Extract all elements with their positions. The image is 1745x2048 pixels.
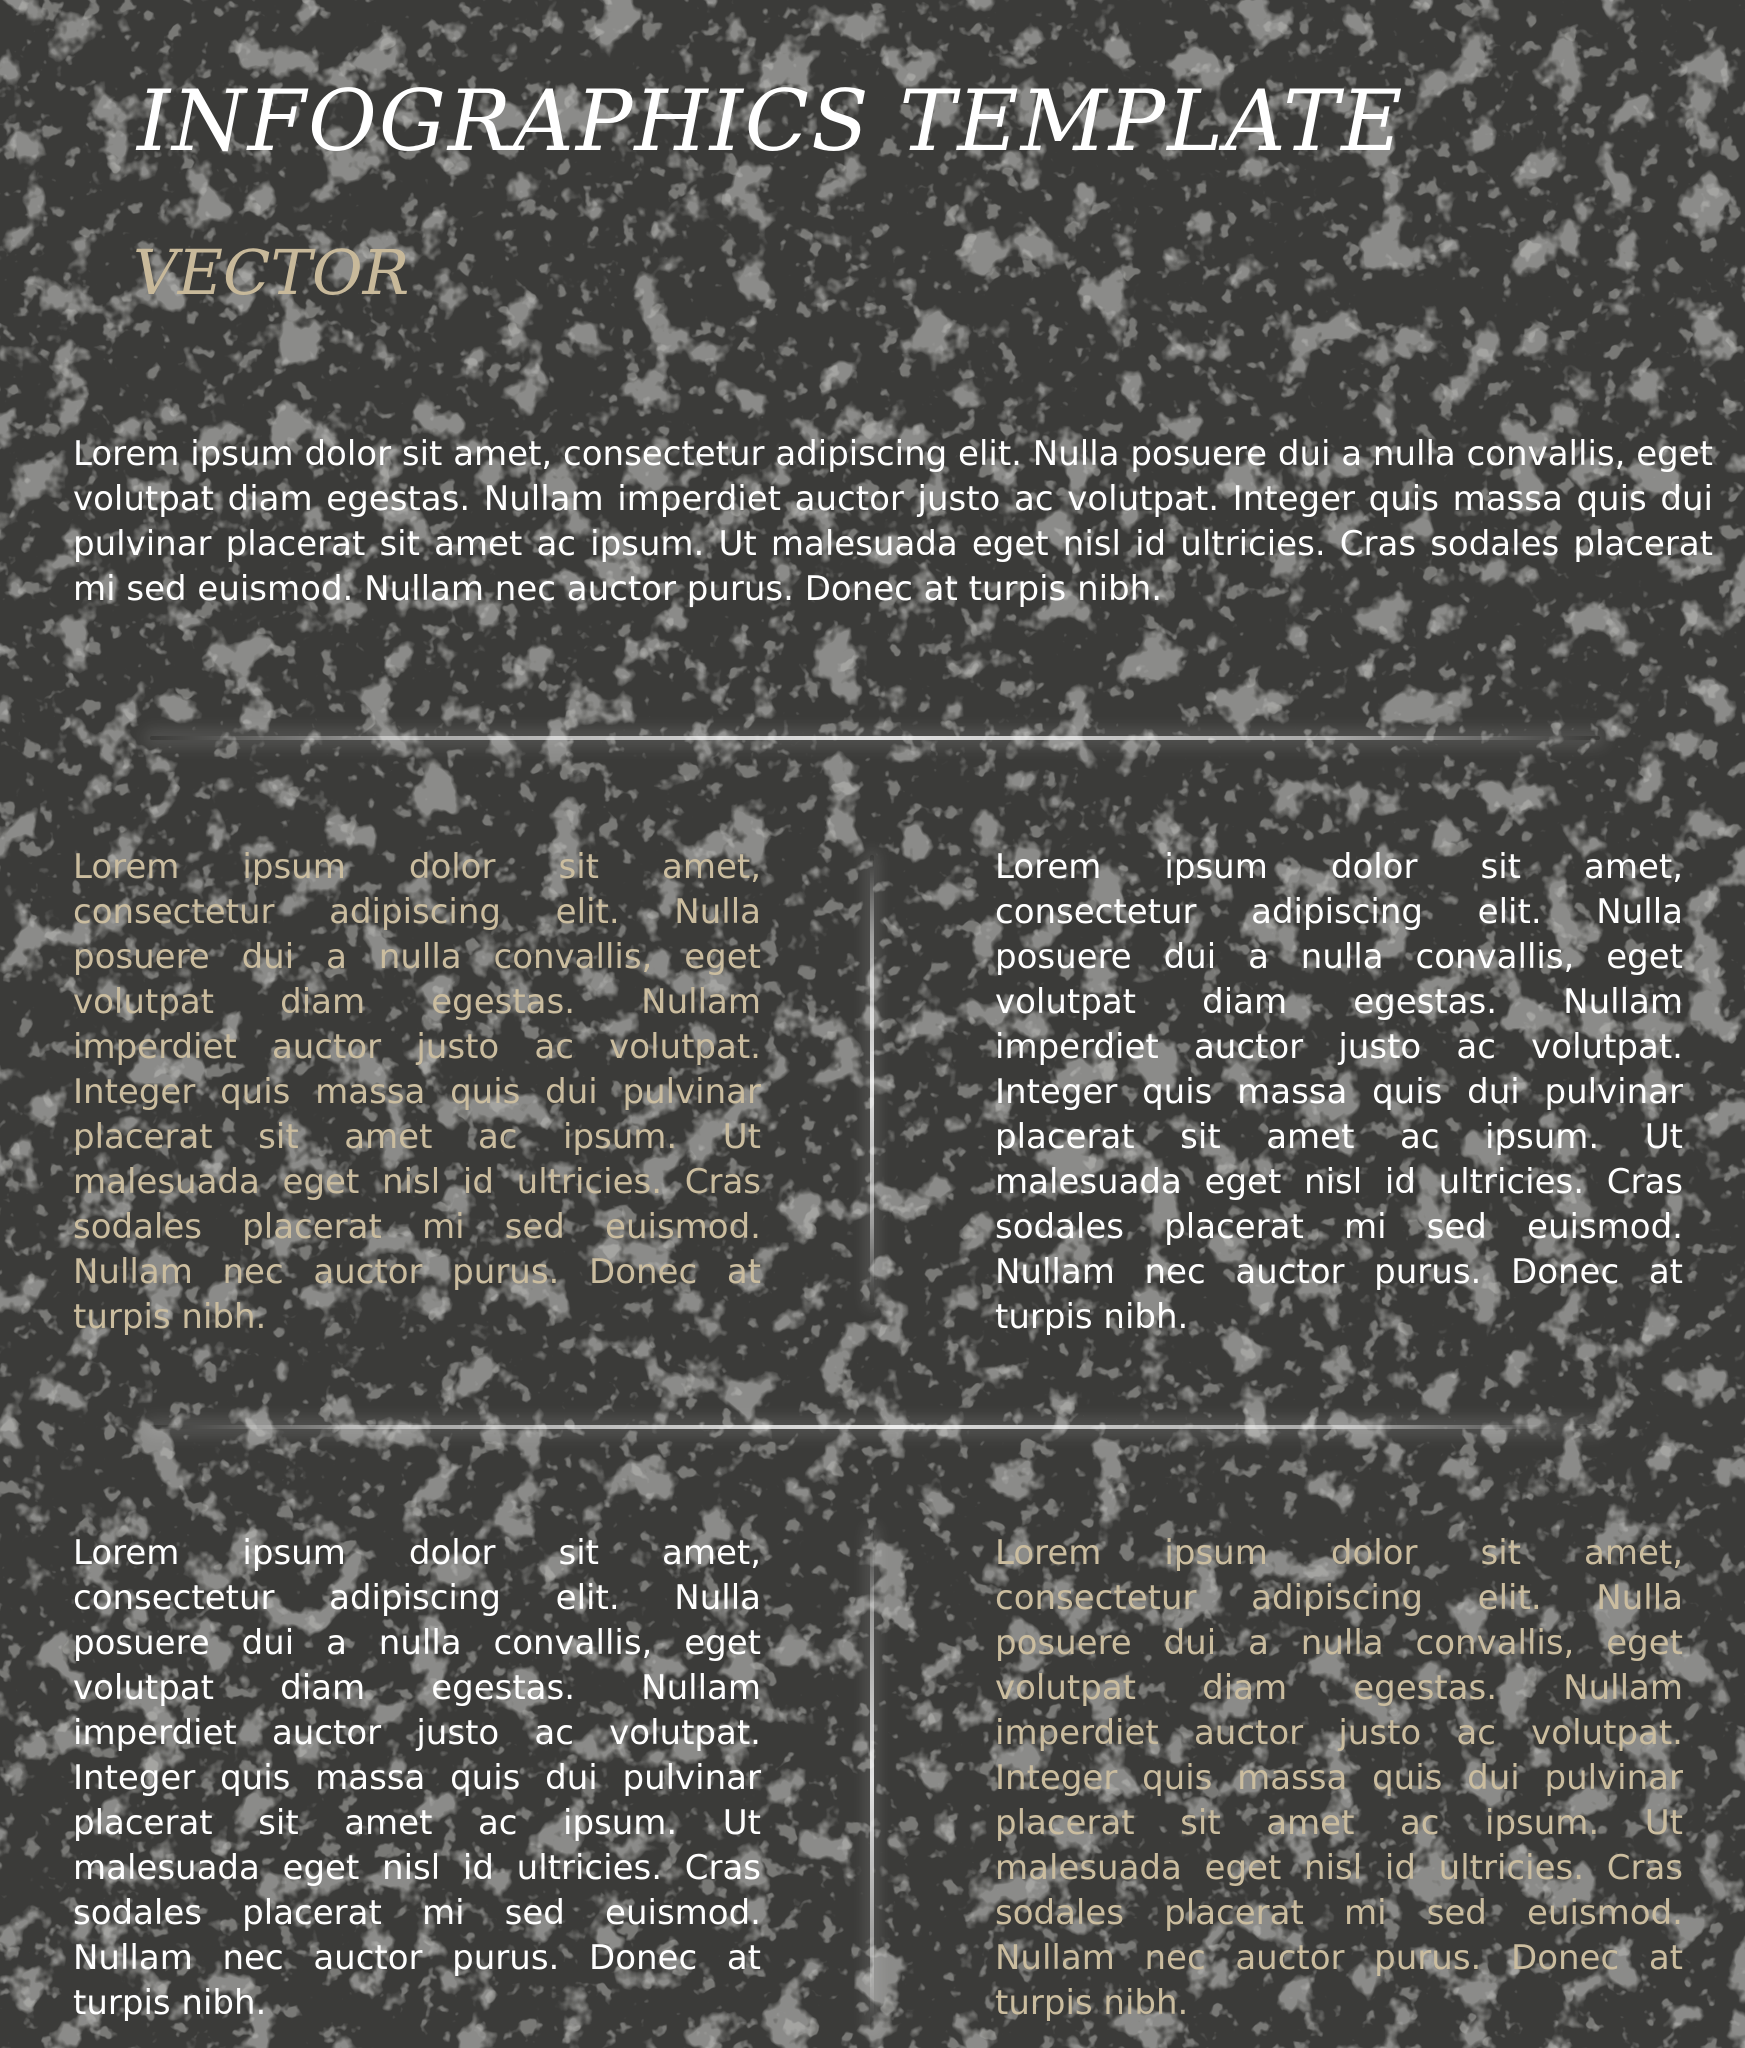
glow-divider-horizontal-middle [150,1425,1600,1429]
intro-paragraph: Lorem ipsum dolor sit amet, consectetur adipiscing elit. Nulla posuere dui a nulla convallis, eget volutpat diam egestas. Nullam imperdiet auctor justo ac volutpat. Integer quis massa quis dui pulvinar placerat sit amet ac ipsum. Ut malesuada eget nisl id ultricies. Cras sodales placerat mi sed euismod. Nullam nec auctor purus. Donec at turpis nibh. [73,434,1713,609]
text-block-top-right: Lorem ipsum dolor sit amet, consectetur adipiscing elit. Nulla posuere dui a nulla convallis, eget volutpat diam egestas. Nullam imperdiet auctor justo ac volutpat. Integer quis massa quis dui pulvinar placerat sit amet ac ipsum. Ut malesuada eget nisl id ultricies. Cras sodales placerat mi sed euismod. Nullam nec auctor purus. Donec at turpis nibh. [995,847,1683,1337]
glow-divider-vertical-top [870,855,874,1305]
glow-divider-vertical-bottom [870,1530,874,2030]
glow-divider-horizontal-top [150,736,1600,740]
page-title: INFOGRAPHICS TEMPLATE [137,72,1405,170]
text-block-top-left: Lorem ipsum dolor sit amet, consectetur adipiscing elit. Nulla posuere dui a nulla convallis, eget volutpat diam egestas. Nullam imperdiet auctor justo ac volutpat. Integer quis massa quis dui pulvinar placerat sit amet ac ipsum. Ut malesuada eget nisl id ultricies. Cras sodales placerat mi sed euismod. Nullam nec auctor purus. Donec at turpis nibh. [73,847,761,1337]
page-subtitle: VECTOR [133,236,410,309]
text-block-bottom-right: Lorem ipsum dolor sit amet, consectetur adipiscing elit. Nulla posuere dui a nulla convallis, eget volutpat diam egestas. Nullam imperdiet auctor justo ac volutpat. Integer quis massa quis dui pulvinar placerat sit amet ac ipsum. Ut malesuada eget nisl id ultricies. Cras sodales placerat mi sed euismod. Nullam nec auctor purus. Donec at turpis nibh. [995,1533,1683,2023]
text-block-bottom-left: Lorem ipsum dolor sit amet, consectetur adipiscing elit. Nulla posuere dui a nulla convallis, eget volutpat diam egestas. Nullam imperdiet auctor justo ac volutpat. Integer quis massa quis dui pulvinar placerat sit amet ac ipsum. Ut malesuada eget nisl id ultricies. Cras sodales placerat mi sed euismod. Nullam nec auctor purus. Donec at turpis nibh. [73,1533,761,2023]
